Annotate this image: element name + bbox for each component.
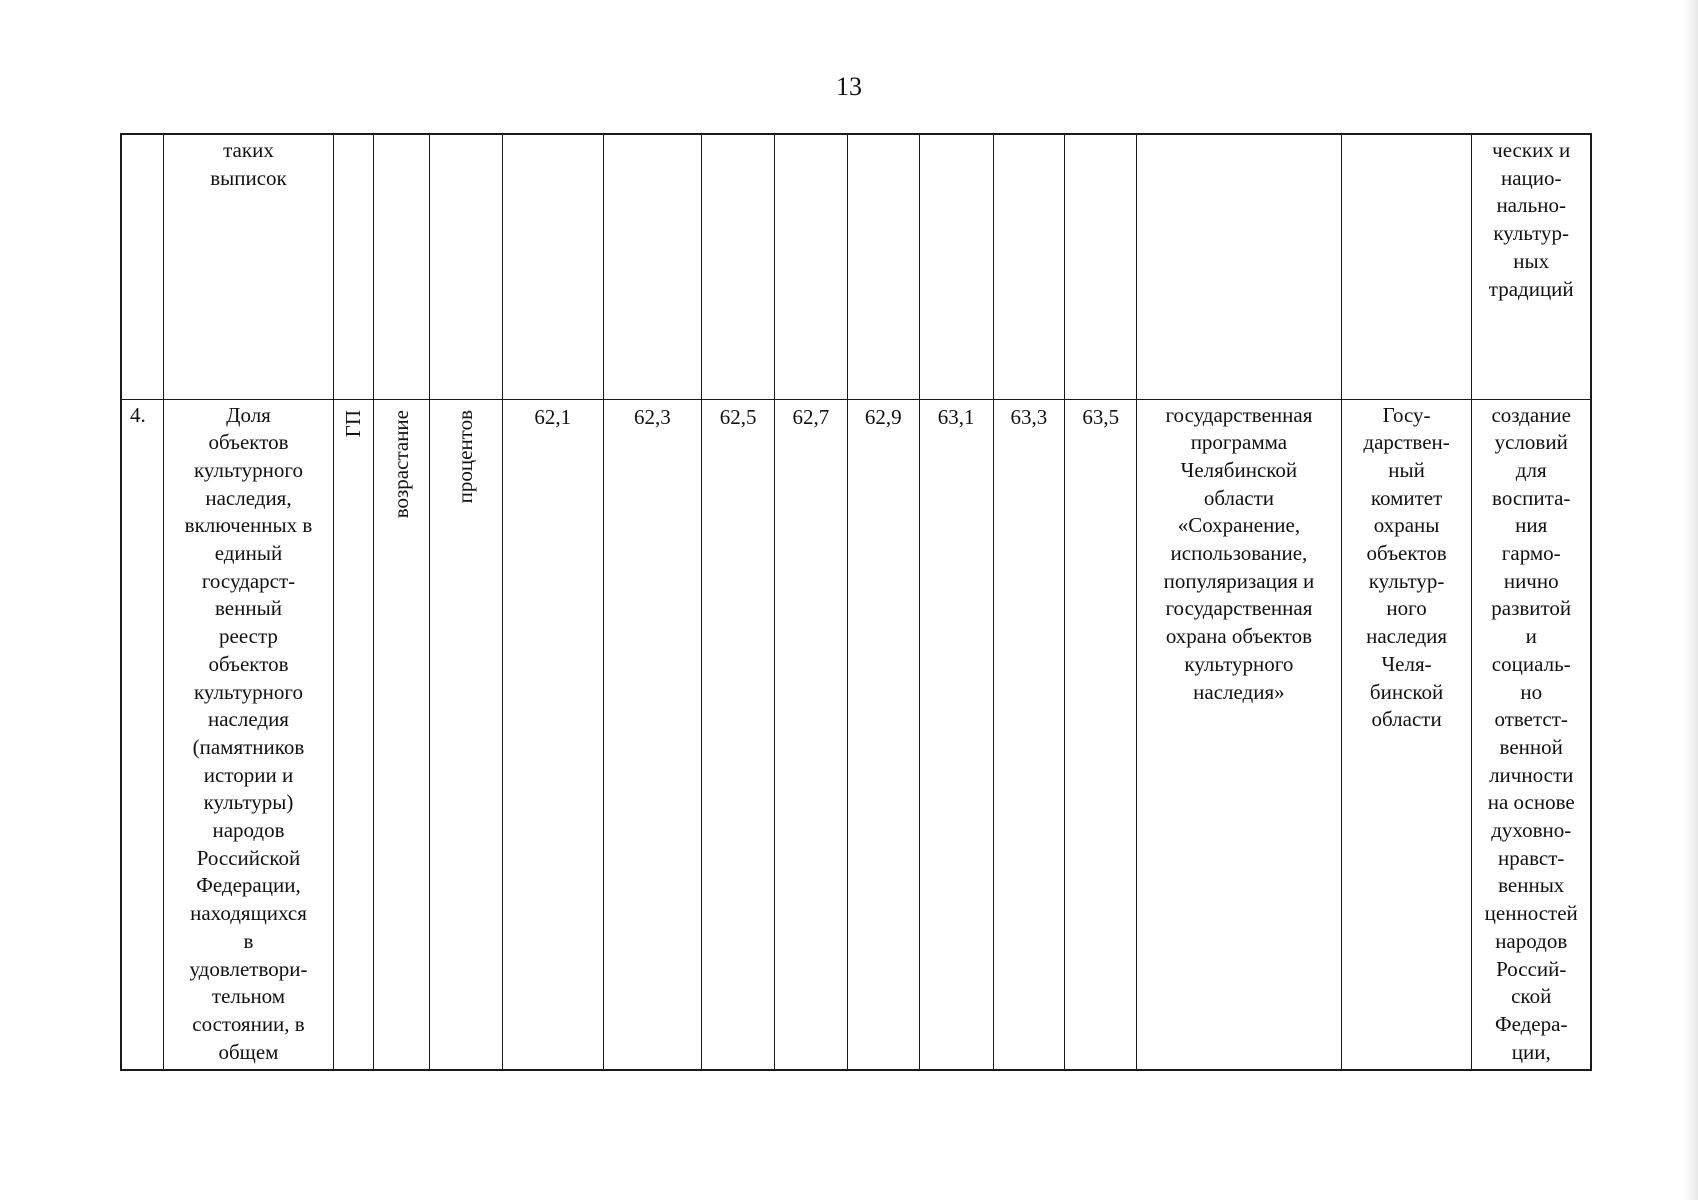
- cont-executor-cell: [1341, 134, 1472, 399]
- executor-cell: Госу- дарствен- ный комитет охраны объектов культур- ного наследия Челя- бинской области: [1341, 399, 1472, 1070]
- value-cell: 62,3: [603, 399, 702, 1070]
- source-cell: [333, 399, 374, 1070]
- continuation-row: [121, 134, 1591, 399]
- unit-text: процентов: [453, 409, 478, 503]
- cont-unit-cell: [430, 134, 503, 399]
- value-cell: 63,5: [1065, 399, 1137, 1070]
- value-cell: 62,1: [502, 399, 603, 1070]
- value-cell: 62,9: [847, 399, 919, 1070]
- page-number: 13: [836, 72, 862, 101]
- cont-value-cell: [702, 134, 775, 399]
- value-cell: 63,1: [919, 399, 993, 1070]
- unit-cell: [430, 399, 503, 1070]
- trend-cell: [374, 399, 430, 1070]
- cont-value-cell: [993, 134, 1065, 399]
- trend-text: возрастание: [389, 409, 414, 518]
- cont-goal-cell: ческих и нацио- нально- культур- ных традиций: [1472, 134, 1591, 399]
- cont-value-cell: [847, 134, 919, 399]
- cont-number-cell: [121, 134, 164, 399]
- indicators-table: [120, 133, 1592, 1071]
- goal-cell: создание условий для воспита- ния гармо- нично развитой и социаль- но ответст- венной личности на основе духовно- нравст- венных ценностей народов Россий- ской Федера- ции,: [1472, 399, 1591, 1070]
- cont-indicator-cell: таких выписок: [164, 134, 333, 399]
- cont-source-cell: [333, 134, 374, 399]
- cont-value-cell: [502, 134, 603, 399]
- row-number: 4.: [121, 399, 164, 1070]
- value-cell: 63,3: [993, 399, 1065, 1070]
- cont-value-cell: [774, 134, 847, 399]
- cont-value-cell: [1065, 134, 1137, 399]
- table-row: [121, 399, 1591, 1070]
- scan-edge: [1684, 0, 1698, 1200]
- cont-trend-cell: [374, 134, 430, 399]
- program-cell: государственная программа Челябинской области «Сохранение, использование, популяризация и государственная охрана объектов культурного наследия»: [1137, 399, 1342, 1070]
- indicator-name-cell: Доля объектов культурного наследия, включенных в единый государст- венный реестр объектов культурного наследия (памятников истории и культуры) народов Российской Федерации, находящихся в удовлетвори- тельном состоянии, в общем: [164, 399, 333, 1070]
- value-cell: 62,5: [702, 399, 775, 1070]
- source-text: ГП: [340, 409, 365, 437]
- cont-value-cell: [919, 134, 993, 399]
- cont-program-cell: [1137, 134, 1342, 399]
- value-cell: 62,7: [774, 399, 847, 1070]
- cont-value-cell: [603, 134, 702, 399]
